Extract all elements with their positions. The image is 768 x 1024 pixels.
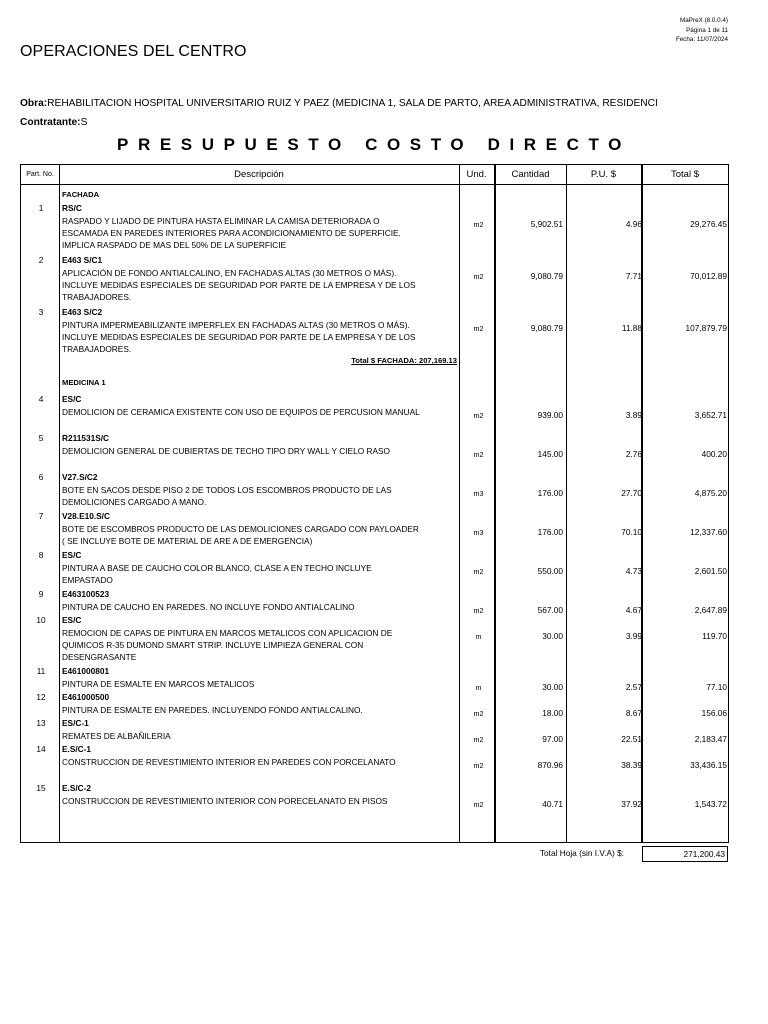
item-unit: m2 — [473, 324, 484, 333]
obra-label: Obra: — [20, 98, 48, 109]
item-description: PINTURA DE CAUCHO EN PAREDES. NO INCLUYE FONDO ANTIALCALINO — [62, 602, 355, 612]
item-code: E463 S/C1 — [62, 255, 103, 265]
item-total: 70,012.89 — [690, 271, 727, 281]
item-unit-price: 4.96 — [625, 219, 642, 229]
item-code: E463100523 — [62, 589, 110, 599]
item-number: 6 — [38, 472, 44, 482]
item-code: ES/C — [62, 550, 82, 560]
item-total: 4,875.20 — [694, 488, 727, 498]
contratante-label: Contratante: — [20, 117, 81, 128]
col-header-descripcion: Descripción — [234, 169, 284, 180]
item-code: E463 S/C2 — [62, 307, 103, 317]
item-number: 5 — [38, 433, 44, 443]
item-code: E461000500 — [62, 692, 110, 702]
item-unit: m2 — [473, 567, 484, 576]
obra-value: REHABILITACION HOSPITAL UNIVERSITARIO RUIZ Y PAEZ (MEDICINA 1, SALA DE PARTO, AREA ADMINISTRATIVA, RESIDENCI — [47, 98, 658, 109]
item-code: V28.E10.S/C — [62, 511, 110, 521]
item-total: 29,276.45 — [690, 219, 727, 229]
item-code: E.S/C-1 — [62, 744, 92, 754]
item-unit: m3 — [473, 528, 484, 537]
col-header-part-no: Part. No. — [26, 171, 54, 178]
item-unit: m — [475, 632, 482, 641]
item-unit: m3 — [473, 489, 484, 498]
item-unit-price: 37.92 — [621, 799, 642, 809]
section-subtotal-fachada: Total $ FACHADA: 207,169.13 — [351, 356, 457, 365]
item-unit-price: 70.10 — [621, 527, 642, 537]
center-name: OPERACIONES DEL CENTRO — [20, 43, 247, 60]
item-quantity: 18.00 — [542, 708, 563, 718]
item-number: 3 — [38, 307, 44, 317]
item-unit: m2 — [473, 761, 484, 770]
section-heading-medicina: MEDICINA 1 — [62, 378, 106, 387]
budget-table — [20, 164, 729, 843]
item-unit: m2 — [473, 411, 484, 420]
item-number: 7 — [38, 511, 44, 521]
item-number: 14 — [36, 744, 46, 754]
item-description: BOTE DE ESCOMBROS PRODUCTO DE LAS DEMOLICIONES CARGADO CON PAYLOADER ( SE INCLUYE BOTE DE MATERIAL DE ARE A DE EMERGENCIA) — [62, 524, 419, 547]
item-total: 1,543.72 — [694, 799, 727, 809]
report-date: Fecha: 11/07/2024 — [675, 36, 728, 43]
item-unit-price: 3.89 — [625, 410, 642, 420]
item-number: 8 — [38, 550, 44, 560]
item-number: 1 — [38, 203, 44, 213]
item-number: 9 — [38, 589, 44, 599]
item-total: 77.10 — [706, 682, 727, 692]
col-header-total: Total $ — [671, 169, 699, 180]
item-total: 2,601.50 — [694, 566, 727, 576]
item-quantity: 5,902.51 — [530, 219, 563, 229]
item-quantity: 939.00 — [537, 410, 563, 420]
item-unit-price: 7.71 — [625, 271, 642, 281]
item-quantity: 870.96 — [537, 760, 563, 770]
item-unit-price: 38.39 — [621, 760, 642, 770]
item-number: 15 — [36, 783, 46, 793]
item-total: 156.06 — [701, 708, 727, 718]
item-code: E.S/C-2 — [62, 783, 92, 793]
item-unit: m2 — [473, 220, 484, 229]
item-unit-price: 4.73 — [625, 566, 642, 576]
col-header-pu: P.U. $ — [590, 169, 617, 180]
item-quantity: 176.00 — [537, 488, 563, 498]
section-heading-fachada: FACHADA — [62, 190, 100, 199]
item-unit: m2 — [473, 735, 484, 744]
item-description: REMOCION DE CAPAS DE PINTURA EN MARCOS METALICOS CON APLICACION DE QUIMICOS R-35 DUMOND SMART STRIP. INCLUYE LIMPIEZA GENERAL CON DESENGRASANTE — [62, 628, 393, 663]
item-code: E461000801 — [62, 666, 110, 676]
item-quantity: 30.00 — [542, 631, 563, 641]
item-quantity: 567.00 — [537, 605, 563, 615]
item-unit: m2 — [473, 800, 484, 809]
item-unit: m2 — [473, 709, 484, 718]
sheet-total-label: Total Hoja (sin I.V.A) $: — [539, 848, 624, 858]
item-description: APLICACIÓN DE FONDO ANTIALCALINO, EN FACHADAS ALTAS (30 METROS O MÁS). INCLUYE MEDIDAS ESPECIALES DE SEGURIDAD POR PARTE DE LA EMPRESA Y DE LOS TRABAJADORES. — [62, 268, 416, 303]
item-total: 2,647.89 — [694, 605, 727, 615]
item-unit: m2 — [473, 450, 484, 459]
item-unit-price: 2.57 — [625, 682, 642, 692]
item-description: DEMOLICION DE CERAMICA EXISTENTE CON USO DE EQUIPOS DE PERCUSION MANUAL — [62, 407, 420, 417]
item-quantity: 176.00 — [537, 527, 563, 537]
item-description: CONSTRUCCION DE REVESTIMIENTO INTERIOR EN PAREDES CON PORCELANATO — [62, 757, 396, 767]
item-description: RASPADO Y LIJADO DE PINTURA HASTA ELIMINAR LA CAMISA DETERIORADA O ESCAMADA EN PAREDES INTERIORES PARA ACONDICIONAMIENTO DE SUPERFICIE. IMPLICA RASPADO DE MAS DEL 50% DE LA SUPERFICIE — [62, 216, 401, 251]
item-description: PINTURA DE ESMALTE EN PAREDES. INCLUYENDO FONDO ANTIALCALINO. — [62, 705, 363, 715]
item-total: 400.20 — [701, 449, 727, 459]
item-unit-price: 3.99 — [625, 631, 642, 641]
item-description: BOTE EN SACOS DESDE PISO 2 DE TODOS LOS ESCOMBROS PRODUCTO DE LAS DEMOLICIONES CARGADO A MANO. — [62, 485, 392, 508]
item-quantity: 9,080.79 — [530, 323, 563, 333]
item-total: 119.70 — [702, 631, 727, 641]
item-unit-price: 22.51 — [621, 734, 642, 744]
item-total: 3,652.71 — [694, 410, 727, 420]
item-description: PINTURA IMPERMEABILIZANTE IMPERFLEX EN FACHADAS ALTAS (30 METROS O MÁS). INCLUYE MEDIDAS ESPECIALES DE SEGURIDAD POR PARTE DE LA EMPRESA Y DE LOS TRABAJADORES. — [62, 320, 416, 355]
item-code: V27.S/C2 — [62, 472, 98, 482]
item-quantity: 9,080.79 — [530, 271, 563, 281]
item-number: 2 — [38, 255, 44, 265]
col-divider — [59, 165, 60, 842]
item-code: ES/C-1 — [62, 718, 89, 728]
item-number: 12 — [36, 692, 46, 702]
program-version: MaPreX (8.0.0.4) — [680, 17, 728, 24]
item-number: 4 — [38, 394, 44, 404]
col-header-und: Und. — [466, 169, 487, 180]
item-total: 2,183.47 — [694, 734, 727, 744]
item-unit-price: 2.76 — [625, 449, 642, 459]
item-description: CONSTRUCCION DE REVESTIMIENTO INTERIOR CON PORECELANATO EN PISOS — [62, 796, 388, 806]
item-number: 13 — [36, 718, 46, 728]
sheet-total-value: 271,200.43 — [642, 846, 728, 862]
page-indicator: Página 1 de 11 — [686, 26, 728, 34]
header-divider — [21, 184, 728, 185]
item-quantity: 145.00 — [537, 449, 563, 459]
item-description: DEMOLICION GENERAL DE CUBIERTAS DE TECHO TIPO DRY WALL Y CIELO RASO — [62, 446, 390, 456]
item-total: 12,337.60 — [690, 527, 727, 537]
item-quantity: 97.00 — [542, 734, 563, 744]
item-description: REMATES DE ALBAÑILERIA — [62, 731, 171, 741]
document-title: PRESUPUESTO COSTO DIRECTO — [117, 135, 631, 154]
item-unit-price: 8.67 — [625, 708, 642, 718]
contratante-line — [20, 117, 87, 128]
item-total: 33,436.15 — [690, 760, 727, 770]
item-unit: m — [475, 683, 482, 692]
item-unit: m2 — [473, 606, 484, 615]
item-unit-price: 11.88 — [621, 323, 642, 333]
item-description: PINTURA DE ESMALTE EN MARCOS METALICOS — [62, 679, 255, 689]
col-header-cantidad: Cantidad — [511, 169, 550, 180]
col-divider — [459, 165, 460, 842]
item-unit: m2 — [473, 272, 484, 281]
obra-line — [20, 98, 658, 109]
item-total: 107,879.79 — [685, 323, 727, 333]
item-code: RS/C — [62, 203, 82, 213]
item-number: 10 — [36, 615, 46, 625]
item-number: 11 — [36, 666, 46, 676]
item-unit-price: 4.67 — [625, 605, 642, 615]
item-quantity: 30.00 — [542, 682, 563, 692]
contratante-value: S — [80, 117, 88, 128]
item-code: R211531S/C — [62, 433, 110, 443]
item-unit-price: 27.70 — [621, 488, 642, 498]
item-description: PINTURA A BASE DE CAUCHO COLOR BLANCO, CLASE A EN TECHO INCLUYE EMPASTADO — [62, 563, 372, 586]
item-code: ES/C — [62, 394, 82, 404]
item-code: ES/C — [62, 615, 82, 625]
item-quantity: 40.71 — [542, 799, 563, 809]
item-quantity: 550.00 — [537, 566, 563, 576]
